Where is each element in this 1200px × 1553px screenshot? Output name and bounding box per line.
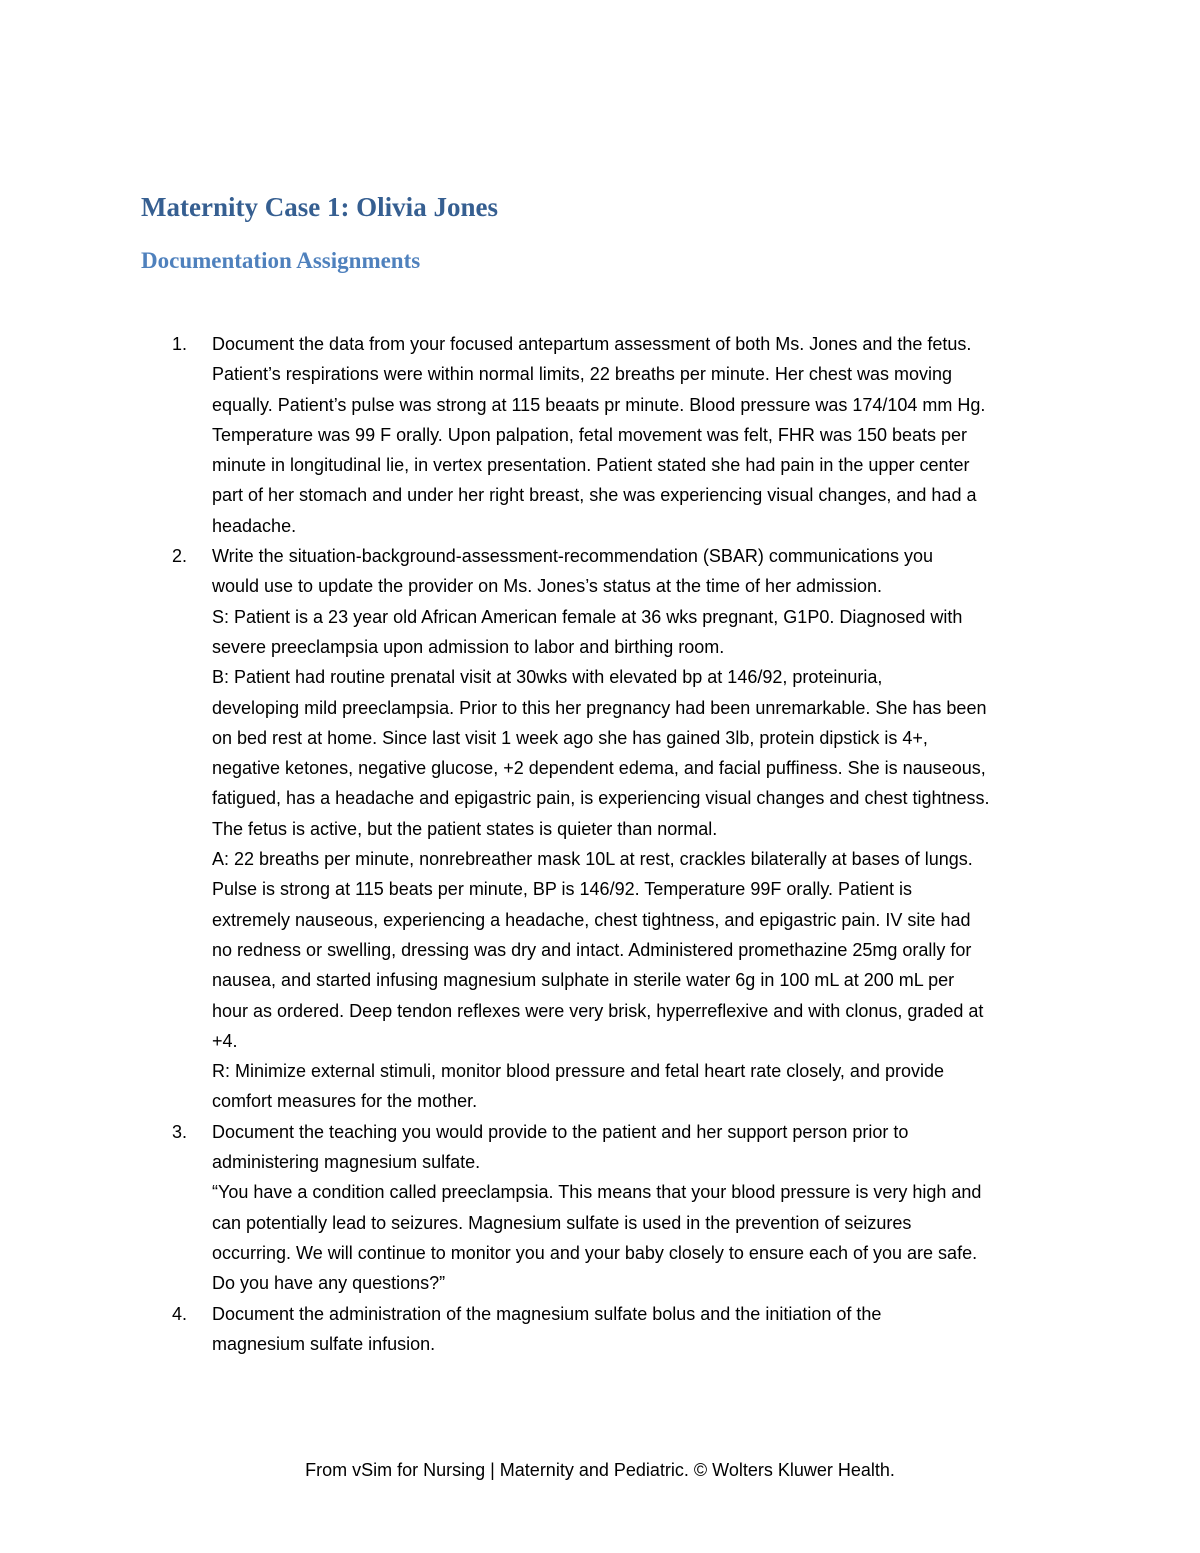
assignment-item-2	[0, 541, 1062, 1117]
text-line: minute in longitudinal lie, in vertex presentation. Patient stated she had pain in the upper center	[212, 455, 970, 476]
text-line: can potentially lead to seizures. Magnesium sulfate is used in the prevention of seizures	[212, 1212, 912, 1233]
page-title: Maternity Case 1: Olivia Jones	[141, 192, 498, 222]
text-line: equally. Patient’s pulse was strong at 115 beaats pr minute. Blood pressure was 174/104 mm Hg.	[212, 394, 986, 415]
text-line: S: Patient is a 23 year old African American female at 36 wks pregnant, G1P0. Diagnosed with	[212, 606, 963, 627]
list-number: 4.	[172, 1303, 188, 1324]
list-number: 2.	[172, 546, 188, 567]
text-line: fatigued, has a headache and epigastric pain, is experiencing visual changes and chest tightness.	[212, 788, 990, 809]
text-line: on bed rest at home. Since last visit 1 week ago she has gained 3lb, protein dipstick is 4+,	[212, 727, 928, 748]
assignment-item-4	[0, 1299, 1062, 1360]
text-line: part of her stomach and under her right breast, she was experiencing visual changes, and had a	[212, 485, 977, 506]
text-line: nausea, and started infusing magnesium sulphate in sterile water 6g in 100 mL at 200 mL per	[212, 970, 955, 991]
text-line: +4.	[212, 1030, 238, 1051]
text-line: magnesium sulfate infusion.	[212, 1333, 436, 1354]
assignment-list	[0, 329, 1200, 1359]
page-subtitle: Documentation Assignments	[141, 248, 421, 273]
assignment-item-3	[0, 1117, 1062, 1299]
text-line: “You have a condition called preeclampsia. This means that your blood pressure is very high and	[212, 1182, 982, 1203]
text-line: Write the situation-background-assessment-recommendation (SBAR) communications you	[212, 546, 933, 567]
text-line: negative ketones, negative glucose, +2 dependent edema, and facial puffiness. She is nauseous,	[212, 758, 986, 779]
text-line: The fetus is active, but the patient states is quieter than normal.	[212, 818, 718, 839]
text-line: developing mild preeclampsia. Prior to this her pregnancy had been unremarkable. She has been	[212, 697, 987, 718]
assignment-item-1	[0, 329, 1062, 541]
text-line: comfort measures for the mother.	[212, 1091, 478, 1112]
page-footer: From vSim for Nursing | Maternity and Pediatric. © Wolters Kluwer Health.	[305, 1460, 895, 1480]
text-line: Do you have any questions?”	[212, 1273, 446, 1294]
text-line: severe preeclampsia upon admission to labor and birthing room.	[212, 636, 725, 657]
text-line: occurring. We will continue to monitor you and your baby closely to ensure each of you are safe.	[212, 1242, 978, 1263]
text-line: Document the teaching you would provide to the patient and her support person prior to	[212, 1121, 909, 1142]
text-line: Temperature was 99 F orally. Upon palpation, fetal movement was felt, FHR was 150 beats per	[212, 424, 968, 445]
text-line: Document the administration of the magnesium sulfate bolus and the initiation of the	[212, 1303, 882, 1324]
text-line: would use to update the provider on Ms. Jones’s status at the time of her admission.	[212, 576, 883, 597]
list-number: 3.	[172, 1121, 188, 1142]
text-line: B: Patient had routine prenatal visit at 30wks with elevated bp at 146/92, proteinuria,	[212, 667, 883, 688]
text-line: Patient’s respirations were within normal limits, 22 breaths per minute. Her chest was moving	[212, 364, 952, 385]
text-line: extremely nauseous, experiencing a headache, chest tightness, and epigastric pain. IV site had	[212, 909, 971, 930]
text-line: R: Minimize external stimuli, monitor blood pressure and fetal heart rate closely, and provide	[212, 1061, 945, 1082]
text-line: hour as ordered. Deep tendon reflexes were very brisk, hyperreflexive and with clonus, graded at	[212, 1000, 984, 1021]
text-line: Document the data from your focused antepartum assessment of both Ms. Jones and the fetus.	[212, 334, 972, 354]
text-line: headache.	[212, 515, 297, 536]
list-number: 1.	[172, 334, 188, 354]
text-line: no redness or swelling, dressing was dry and intact. Administered promethazine 25mg orally for	[212, 939, 972, 960]
text-line: administering magnesium sulfate.	[212, 1152, 481, 1173]
text-line: Pulse is strong at 115 beats per minute, BP is 146/92. Temperature 99F orally. Patient is	[212, 879, 913, 900]
text-line: A: 22 breaths per minute, nonrebreather mask 10L at rest, crackles bilaterally at bases of lungs.	[212, 849, 973, 870]
